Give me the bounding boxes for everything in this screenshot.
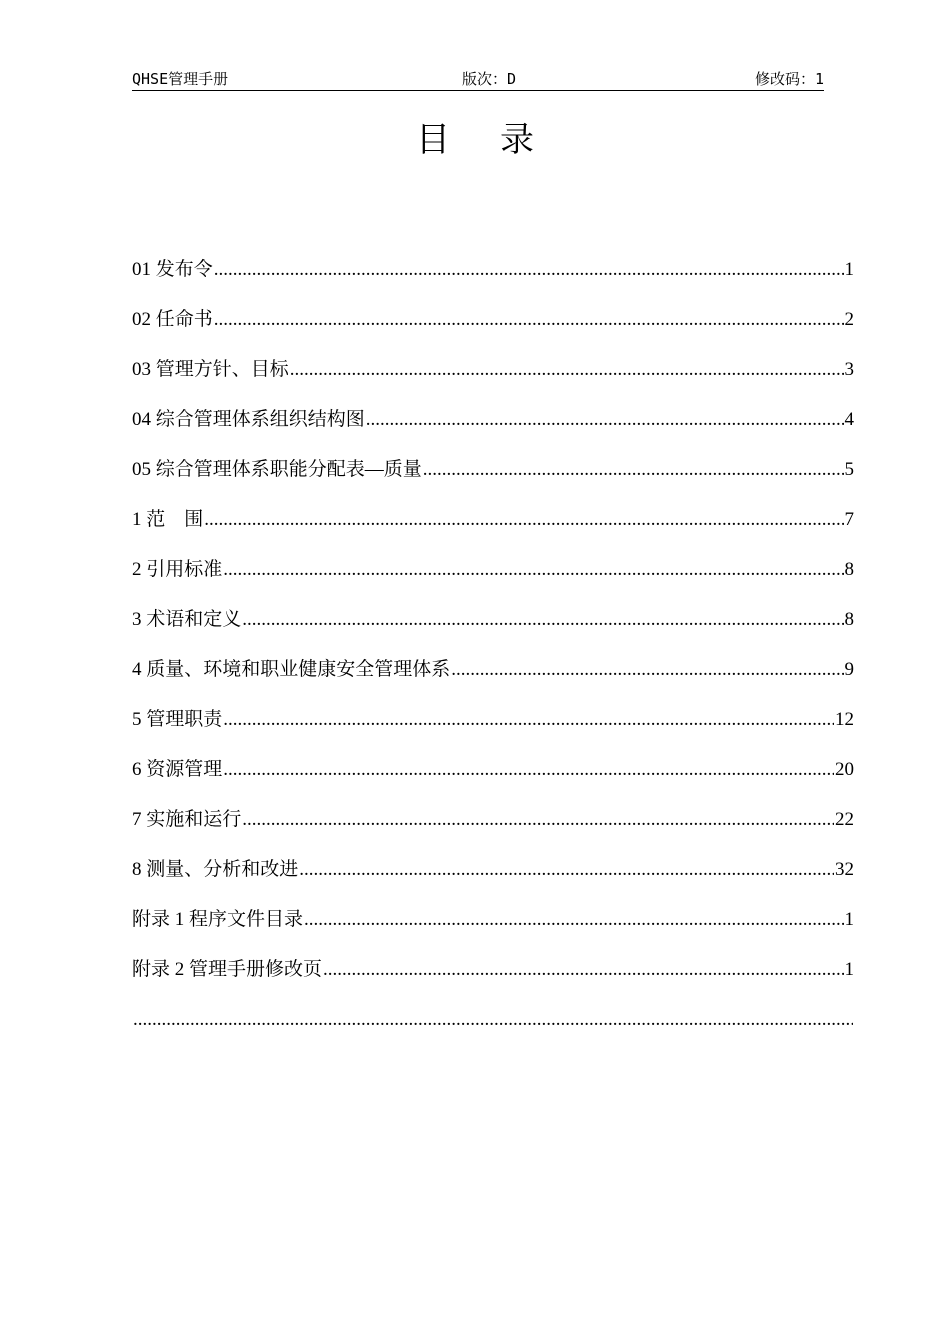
toc-entry-label: 附录 1 程序文件目录 — [132, 909, 304, 930]
toc-entry-label: 01 发布令 — [132, 259, 213, 280]
toc-entry[interactable] — [132, 355, 854, 405]
toc-entry-page-number: 1 — [844, 959, 854, 980]
toc-entry-page-number: 20 — [835, 759, 854, 780]
toc-entry-label: 02 任命书 — [132, 309, 213, 330]
toc-entry[interactable] — [132, 855, 854, 905]
toc-entry-page-number: 12 — [835, 709, 854, 730]
toc-entry-label: 3 术语和定义 — [132, 609, 242, 630]
toc-title: 目录 — [416, 120, 584, 160]
toc-entry[interactable] — [132, 755, 854, 805]
toc-entry[interactable] — [132, 805, 854, 855]
toc-dot-leader — [366, 405, 844, 435]
toc-entry-label: 7 实施和运行 — [132, 809, 242, 830]
toc-entry-label: 2 引用标准 — [132, 559, 223, 580]
toc-entry-page-number: 3 — [844, 359, 854, 380]
toc-dot-leader — [451, 655, 843, 685]
toc-entry-page-number: 9 — [844, 659, 854, 680]
table-of-contents — [132, 255, 854, 1055]
toc-entry[interactable] — [132, 655, 854, 705]
toc-dot-leader — [214, 305, 844, 335]
toc-entry-page-number: 2 — [844, 309, 854, 330]
toc-dot-leader — [323, 955, 843, 985]
toc-entry[interactable] — [132, 305, 854, 355]
toc-entry[interactable] — [132, 905, 854, 955]
toc-entry-label: 04 综合管理体系组织结构图 — [132, 409, 365, 430]
toc-entry-page-number: 1 — [844, 909, 854, 930]
page-header — [132, 68, 824, 91]
toc-entry[interactable] — [132, 605, 854, 655]
toc-entry-label: 4 质量、环境和职业健康安全管理体系 — [132, 659, 451, 680]
toc-entry-page-number: 1 — [844, 259, 854, 280]
toc-entry-page-number: 22 — [835, 809, 854, 830]
header-edition: 版次：D — [462, 70, 517, 88]
header-manual-name: QHSE管理手册 — [132, 70, 229, 88]
toc-entry-page-number: 4 — [844, 409, 854, 430]
toc-entry-page-number: 7 — [844, 509, 854, 530]
toc-entry[interactable] — [132, 505, 854, 555]
toc-entry[interactable] — [132, 255, 854, 305]
toc-entry-label: 8 测量、分析和改进 — [132, 859, 299, 880]
toc-entry-page-number: 5 — [844, 459, 854, 480]
toc-dot-leader — [290, 355, 844, 385]
toc-entry-label: 03 管理方针、目标 — [132, 359, 289, 380]
toc-dot-leader — [299, 855, 834, 885]
toc-dot-leader — [223, 555, 843, 585]
toc-entry-page-number: 32 — [835, 859, 854, 880]
toc-entry-page-number: 8 — [844, 609, 854, 630]
toc-entry[interactable] — [132, 405, 854, 455]
toc-dot-leader — [204, 505, 843, 535]
toc-entry[interactable] — [132, 1005, 854, 1055]
toc-dot-leader — [304, 905, 843, 935]
toc-entry-label: 05 综合管理体系职能分配表—质量 — [132, 459, 422, 480]
toc-dot-leader — [214, 255, 844, 285]
header-revision-code: 修改码：1 — [754, 70, 824, 88]
toc-dot-leader — [223, 705, 834, 735]
toc-entry-label: 6 资源管理 — [132, 759, 223, 780]
toc-dot-leader — [223, 755, 834, 785]
toc-entry-label: 附录 2 管理手册修改页 — [132, 959, 323, 980]
toc-dot-leader — [242, 605, 843, 635]
toc-entry[interactable] — [132, 955, 854, 1005]
toc-entry-label: 1 范 围 — [132, 509, 204, 530]
toc-entry[interactable] — [132, 555, 854, 605]
toc-entry[interactable] — [132, 705, 854, 755]
toc-dot-leader — [242, 805, 834, 835]
toc-entry-page-number: 8 — [844, 559, 854, 580]
toc-dot-leader — [133, 1005, 853, 1035]
toc-entry[interactable] — [132, 455, 854, 505]
toc-dot-leader — [423, 455, 844, 485]
toc-entry-label: 5 管理职责 — [132, 709, 223, 730]
